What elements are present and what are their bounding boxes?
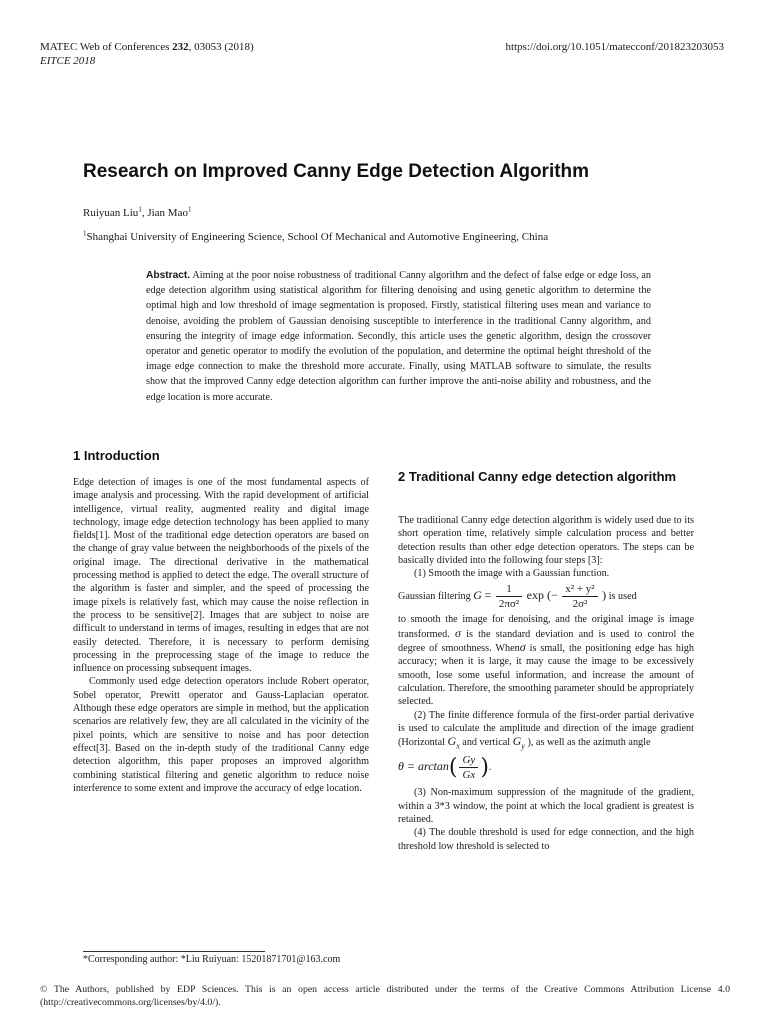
paper-title: Research on Improved Canny Edge Detection Algorithm	[83, 161, 590, 182]
author-name: Ruiyuan Liu	[83, 207, 139, 219]
doi-link[interactable]: https://doi.org/10.1051/matecconf/201823203053	[505, 41, 724, 53]
paragraph: to smooth the image for denoising, and the original image is image transformed. σ is the standard deviation and is used to control the degree of smoothness. Whenσ is small, the positioning edge has high accuracy; when it is large, it may cause the image to be excessively smooth, lose some useful information, and increase the amount of calculation. Therefore, the smoothing parameter should be appropriately selected.	[398, 614, 694, 708]
corresponding-author-footnote: *Corresponding author: *Liu Ruiyuan: 15201871701@163.com	[83, 954, 341, 965]
abstract-text: Aiming at the poor noise robustness of traditional Canny algorithm and the defect of false edge or edge loss, an edge detection algorithm using statistical algorithm for filtering denoising and using genetic algorithm to determine the optimal high and low threshold of image segmentation is proposed. Firstly, statistical filtering uses mean and variance to denoise, avoiding the problem of Gaussian denoising susceptible to interference in the traditional Canny algorithm, and ensuring the integrity of image edge information. Secondly, this article uses the genetic algorithm, design the crossover operator and genetic operator to modify the evolution of the population, and determine the optimal height threshold of the image edge connection to make the threshold more accurate. Finally, using MATLAB software to simulate, the results show that the improved Canny edge detection algorithm can further improve the anti-noise ability and robustness, and the edge location is more accurate.	[146, 270, 651, 403]
author-list: Ruiyuan Liu$^1$, Jian Mao$^1$	[83, 205, 192, 219]
step-1-intro: (1) Smooth the image with a Gaussian function.	[414, 568, 610, 580]
journal-volume: 232	[172, 41, 189, 53]
paragraph: (4) The double threshold is used for edge connection, and the high threshold low threshold is selected to	[398, 827, 694, 852]
theta-formula: θ = arctan( $\frac{Gy}{Gx}$ ).	[398, 754, 492, 782]
fraction: $\frac{1}{\text{2πσ²}}$	[496, 582, 522, 611]
sigma-symbol: σ	[519, 640, 526, 655]
license-notice: © The Authors, published by EDP Sciences. This is an open access article distributed under the terms of the Creative Commons Attribution License 4.0 (http://creativecommons.org/licenses/by/4.0/).	[40, 984, 730, 1008]
journal-line: MATEC Web of Conferences 232, 03053 (2018)	[40, 41, 254, 53]
sigma-symbol: σ	[454, 625, 461, 640]
paragraph: The traditional Canny edge detection algorithm is widely used due to its short operation time, relatively simple calculation process and better detection results than other edge detection operators. The steps can be basically divided into the following four steps [3]:	[398, 515, 694, 566]
gx-symbol: $G_x$	[447, 734, 460, 751]
fraction: $\frac{\text{x² + y²}}{\text{2σ²}}$	[562, 582, 597, 611]
gy-symbol: $G_y$	[512, 734, 525, 751]
section-heading-introduction: 1 Introduction	[73, 448, 160, 463]
running-header-left	[40, 40, 254, 68]
fraction: $\frac{Gy}{Gx}$	[459, 753, 478, 782]
gaussian-formula-line: Gaussian filtering G = $\frac{1}{\text{2πσ²}}$ exp (− $\frac{\text{x² + y²}}{\text{2σ²}}$ ) is used	[398, 583, 637, 611]
affiliation: $^1$Shanghai University of Engineering Science, School Of Mechanical and Automotive Engineering, China	[83, 229, 549, 243]
conference-name: EITCE 2018	[40, 55, 96, 67]
section-heading-canny: 2 Traditional Canny edge detection algorithm	[398, 469, 677, 484]
paragraph: (2) The finite difference formula of the first-order partial derivative is used to calculate the amplitude and direction of the image gradient (Horizontal $G_x$ and vertical $G_y$ ), as well as the azimuth angle	[398, 709, 694, 751]
paragraph: Edge detection of images is one of the most fundamental aspects of image analysis and processing. With the rapid development of artificial intelligence, virtual reality, augmented reality and digital image technology, image edge detection technology has been applied to many fields[1]. Most of the traditional edge detection operators are based on the change of gray value between the neighborhoods of the pixels of the original image. The directional derivative in the mathematical processing method is applied to detect the edge. The overall structure of the algorithm is faster and simpler, and the speed of processing the image pixels is relatively fast, which may cause the noise reflection in the process to be sensitive[2]. Images that are subject to noise are difficult to understand in terms of images, resulting in edges that are not easily detected. Therefore, it is necessary to perform demising processing in the preprocessing stage of the image to reduce the influence on processing subsequent images.	[73, 477, 369, 675]
formula-symbol: G	[473, 588, 482, 603]
left-column	[73, 476, 369, 795]
footnote-rule	[83, 951, 265, 952]
abstract	[146, 268, 651, 405]
right-column	[398, 514, 694, 853]
paragraph: Commonly used edge detection operators include Robert operator, Sobel operator, Prewitt operator and Gauss-Laplacian operator. Although these edge operators are simple in method, but the application scenarios are relatively few, they are all calculated in the vicinity of the pixel points, which are sensitive to noise and has poor detection effect[3]. Based on the in-depth study of the traditional Canny edge detection algorithm, this paper proposes an improved algorithm combining statistical filtering and genetic algorithm to reduce noise interference to some extent and improve the accuracy of edge location.	[73, 676, 369, 794]
abstract-label: Abstract.	[146, 270, 191, 281]
paragraph: (3) Non-maximum suppression of the magnitude of the gradient, within a 3*3 window, the point at which the local gradient is greatest is retained.	[398, 787, 694, 826]
author-name: , Jian Mao	[141, 207, 188, 219]
